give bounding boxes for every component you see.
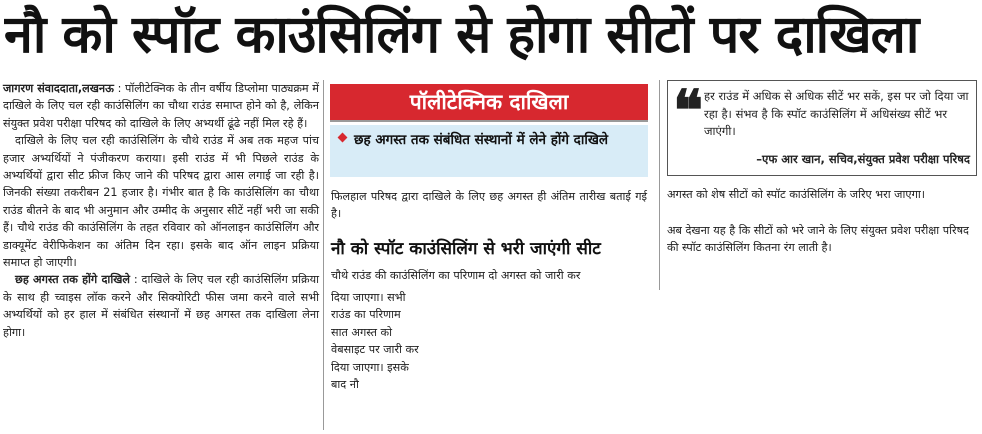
quote-text: हर राउंड में अधिक से अधिक सीटें भर सकें, इस पर जो दिया जा रहा है। संभव है कि स्पॉट काउंसिलिंग में अधिसंख्य सीटें भर जाएंगी। [704,89,969,138]
article-column-2-top [331,188,647,223]
inline-subhead: छह अगस्त तक होंगे दाखिले [15,273,130,287]
paragraph-conclusion: अब देखना यह है कि सीटों को भरे जाने के लिए संयुक्त प्रवेश परीक्षा परिषद की स्पॉट काउंसिलिंग कितना रंग लाती है। [667,224,969,255]
byline: जागरण संवाददाता,लखनऊ [3,82,114,95]
quote-mark-icon: ❝ [673,78,704,144]
intro-text: : पॉलीटेक्निक के तीन वर्षीय डिप्लोमा पाठ्यक्रम में दाखिले के लिए चल रही काउंसिलिंग का चौथा राउंड समाप्त होने को है, लेकिन संयुक्त प्रवेश परीक्षा परिषद को दाखिले के लिए अभ्यर्थी ढूंढे नहीं मिल रहे हैं। [3,82,319,130]
article-column-2-narrow [331,289,421,393]
paragraph-2: दाखिले के लिए चल रही काउंसिलिंग के चौथे राउंड में अब तक महज पांच हजार अभ्यर्थियों ने पंजीकरण कराया। इसी राउंड में भी पिछले राउंड के अभ्यर्थियों द्वारा सीट फ्रीज किए जाने की परिषद द्वारा आस लगाई जा रही है। जिनकी संख्या तकरीबन 21 हजार है। गंभीर बात है कि काउंसिलिंग का चौथा राउंड बीतने के बाद भी अनुमान और उम्मीद के अनुसार सीटें नहीं भरी जा सकी हैं। चौथे राउंड की काउंसिलिंग के तहत रविवार को ऑनलाइन काउंसिलिंग और डाक्यूमेंट वेरीफिकेशन का अंतिम दिन रहा। इसके बाद ऑन लाइन प्रक्रिया समाप्त हो जाएगी। [3,134,319,270]
highlight-text: छह अगस्त तक संबंधित संस्थानों में लेने होंगे दाखिले [354,132,609,148]
column-divider-2 [659,80,660,290]
column-divider-1 [323,80,324,430]
quote-author: –एफ आर खान, सचिव,संयुक्त प्रवेश परीक्षा परिषद [756,152,970,166]
paragraph-intro [3,80,319,132]
section-tag: पॉलीटेक्निक दाखिला [330,84,648,120]
paragraph-result-cont: दिया जाएगा। सभी राउंड का परिणाम सात अगस्त को वेबसाइट पर जारी कर दिया जाएगा। इसके बाद नौ [331,291,419,392]
article-column-3 [667,186,981,203]
article-column-1 [3,80,319,341]
subheading: नौ को स्पॉट काउंसिलिंग से भरी जाएंगी सीट [331,239,601,259]
bullet-diamond-icon [338,133,348,143]
highlight-box [330,125,648,177]
quote-box [667,80,977,176]
paragraph-result: चौथे राउंड की काउंसिलिंग का परिणाम दो अगस्त को जारी कर [331,269,581,282]
article-column-3-cont [667,222,981,257]
headline: नौ को स्पॉट काउंसिलिंग से होगा सीटों पर दाखिला [4,5,919,65]
paragraph-spot: अगस्त को शेष सीटों को स्पॉट काउंसिलिंग के जरिए भरा जाएगा। [667,188,926,201]
tag-underline [330,120,648,122]
paragraph-3-text: : दाखिले के लिए चल रही काउंसिलिंग प्रक्रिया के साथ ही च्वाइस लॉक करने और सिक्योरिटी फीस जमा करने वाले सभी अभ्यर्थियों को हर हाल में संबंधित संस्थानों में छह अगस्त तक दाखिला लेना होगा। [3,273,319,339]
paragraph-deadline: फिलहाल परिषद द्वारा दाखिले के लिए छह अगस्त ही अंतिम तारीख बताई गई है। [331,190,647,221]
paragraph-3 [3,271,319,341]
article-column-2-mid [331,267,647,284]
